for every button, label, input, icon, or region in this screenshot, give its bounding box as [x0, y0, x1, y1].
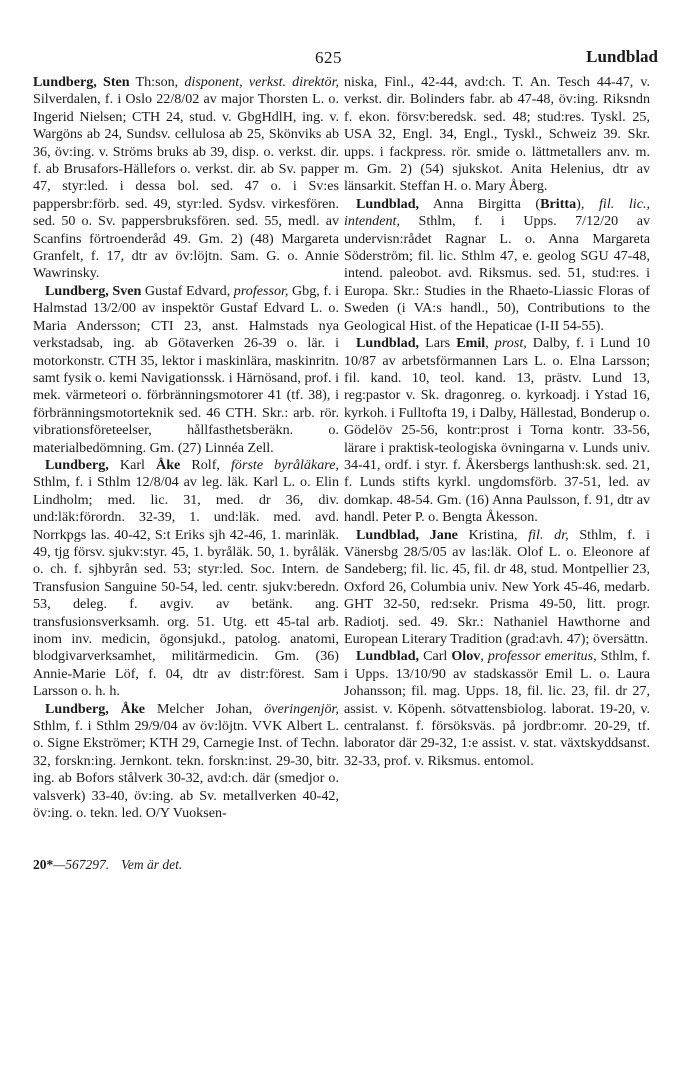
entry-name: Lundblad, Jane — [356, 526, 458, 543]
entry-body: Sthlm, f. i Upps. 7/12/20 av undervisn:rådet Ragnar L. o. Anna Margareta Söderström; fil. lic. Sthlm 47, e. geolog SGU 47-48, intend. paleobot. avd. Riksmus. sed. 51, stud:res. i Europa. Skr.: Studies in the Rhaeto-Liassic Floras of Sweden (i VA:s handl., 50), Contributions to the Geological Hist. of the Hepaticae (I-II 54-55). — [344, 213, 650, 334]
entry-name: Lundberg, — [45, 456, 109, 473]
entry-title: fil. dr, — [528, 526, 569, 543]
entry-lundberg-sten — [33, 74, 339, 283]
entry-body: Sthlm, f. i Upps. 13/10/90 av stadskassör Emil L. o. Laura Johansson; fil. mag. Upps. 18, fil. lic. 23, fil. dr 27, assist. v. Köpenh. sötvattensbiolog. laborat. 19-20, v. centralanst. f. försöksväs. på jordbr:omr. 20-29, tf. laborator där 29-32, 1:e assist. v. stat. växtskyddsanst. 32-33, prof. v. Riksmus. entomol. — [344, 648, 651, 769]
entry-called-name: Olov — [451, 648, 481, 665]
entry-lundberg-ake — [33, 701, 339, 823]
page-header — [0, 0, 696, 68]
running-head: Lundblad — [586, 47, 658, 66]
entry-lundblad-jane — [344, 527, 650, 649]
entry-title: överingenjör, — [264, 700, 339, 717]
entry-given-names: Kristina, — [457, 526, 529, 543]
entry-lundblad-olov — [344, 648, 650, 770]
entry-called-name: Åke — [156, 456, 181, 473]
entry-title: professor, — [233, 282, 289, 299]
entry-given-names-rest: ), — [576, 195, 599, 212]
entry-title: fil. lic., intendent, — [344, 195, 650, 230]
entry-title: prost, — [494, 335, 527, 352]
entry-name: Lundblad, — [356, 335, 420, 352]
entry-lundberg-karl-ake — [33, 457, 339, 701]
entry-given-names: Gustaf Edvard, — [141, 282, 234, 299]
entry-name: Lundberg, Sven — [45, 282, 142, 299]
entry-given-names-rest: Rolf, — [180, 456, 231, 473]
entry-continuation: niska, Finl., 42-44, avd:ch. T. An. Tesch 44-47, v. verkst. dir. Bolinders fabr. ab 47-48, öv:ing. Riksndn f. ekon. försv:beredsk. sed. 48; stud:res. Tyskl. 25, USA 32, Engl. 34, Engl., Tyskl., Schweiz 39. Skr. upps. i fackpress. rör. smide o. lättmetallers anv. m. m. Gm. 2) (54) sjukskot. Anita Helenius, dtr av länsarkit. Steffan H. o. Mary Åberg. — [344, 74, 650, 195]
entry-name: Lundblad, — [356, 195, 420, 212]
entry-body: Gbg, f. i Halmstad 13/2/00 av inspektör Gustaf Edvard L. o. Maria Andersson; CTI 23, anst. Halmstads nya verkstadsab, ing. ab Götaverken 26-39 o. lär. i motorkonstr. CTH 35, lektor i maskinlära, maskinritn. samt fysik o. kemi Navigationssk. i Härnösand, prof. i mek. värmeteori o. förbränningsmotorer 41 (tf. 38), i förbränningsmotorteknik sed. 46 CTH. Skr.: arb. rör. vibrationsföreteelser, hållfasthetsberäkn. o. materialbedömning. Gm. (27) Linnéa Zell. — [33, 282, 340, 456]
entry-given-names: Th:son, — [129, 74, 185, 90]
signature-code: —567297. — [53, 857, 110, 872]
entry-body: Sthlm, f. i Vänersbg 28/5/05 av las:läk. Olof L. o. Eleonore af Sandeberg; fil. lic. 45, fil. dr 48, stud. Montpellier 23, Oxford 26, Columbia univ. New York 45-46, medarb. GHT 32-50, red:sekr. Prisma 49-50, litt. progr. Radiotj. sed. 49. Skr.: Nathaniel Hawthorne and European Literary Tradition (grad:avh. 47); översättn. — [344, 526, 650, 647]
entry-lundblad-emil — [344, 335, 650, 526]
entry-given-names-rest: , — [480, 648, 488, 665]
page-number: 625 — [315, 48, 342, 67]
entry-given-names: Melcher Johan, — [145, 700, 265, 717]
entry-title: disponent, verkst. direktör, — [184, 74, 340, 90]
left-column — [33, 74, 339, 822]
entry-title: professor emeritus, — [487, 648, 597, 665]
entry-name: Lundblad, — [356, 648, 420, 665]
entry-name: Lundberg, Åke — [45, 700, 146, 717]
entry-body: Silverdalen, f. i Oslo 22/8/02 av major Thorsten L. o. Ingerid Nielsen; CTH 24, stud. v. GbgHdlH, ing. v. Wargöns ab 24, Sundsv. cellulosa ab 25, Skönviks ab 36, öv:ing. v. Ströms bruks ab 39, disp. o. verkst. dir. f. ab Brusafors-Hällefors o. verkst. dir. ab Sv. papper 47, styr:led. i dessa bol. sed. 47 o. i Sv:es pappersbr:förb. sed. 49, styr:led. Sydsv. virkesfören. sed. 50 o. Sv. pappersbruksfören. sed. 55, medl. av Scanfins förtroenderåd 49. Gm. 2) (48) Margareta Granfelt, f. 17, dtr av öv:löjtn. Sam. G. o. Annie Wawrinsky. — [33, 91, 339, 282]
entry-body: Sthlm, f. i Sthlm 29/9/04 av öv:löjtn. VVK Albert L. o. Signe Ekströmer; KTH 29, Carnegie Inst. of Techn. 32, forskn:ing. Jernkont. tekn. forskn:inst. 29-30, bitr. ing. ab Bofors stålverk 30-32, avd:ch. där (smedjor o. valsverk) 33-40, öv:ing. ab Sv. metallverken 40-42, öv:ing. o. tekn. led. O/Y Vuoksen- — [33, 718, 339, 822]
entry-body: Sthlm, f. i Sthlm 12/8/04 av leg. läk. Karl L. o. Elin Lindholm; med. lic. 31, med. dr 36, div. und:läk:förordn. 32-39, 1. und:läk. med. avd. Norrkpgs las. 40-42, S:t Eriks sjh 42-46, 1. marinläk. 49, tjg försv. sjukv:styr. 45, 1. byråläk. 50, 1. byråläk. o. ch. f. sjhbyrån sed. 53; styr:led. Soc. Intern. de Transfusion Sanguine 50-54, led. centr. sjukv:beredn. 53, deleg. f. avgiv. av betänk. ang. transfusionsverksamh. org. 51. Utg. ett 45-tal arb. inom inv. medicin, ögonsjukd., patolog. anatomi, blodgivarverksamhet, militärmedicin. Gm. (36) Annie-Marie Löf, f. 04, dtr av distr:förest. Sam Larsson o. h. h. — [33, 474, 339, 700]
entry-name: Lundberg, Sten — [33, 74, 130, 90]
entry-lundberg-sven — [33, 283, 339, 457]
publication-title: Vem är det. — [121, 857, 183, 872]
entry-title: förste byråläkare, — [231, 456, 340, 473]
entry-lundblad-britta — [344, 196, 650, 335]
entry-given-names-rest: , — [485, 335, 495, 352]
entry-body: Dalby, f. i Lund 10 10/87 av arbetsförmannen Lars L. o. Elna Larsson; fil. kand. 10, teol. kand. 13, prästv. Lund 13, reg:pastor v. Sk. dragonreg. o. kyrkoadj. i Ystad 16, kyrkoh. i Fulltofta 19, i Dalby, Hällestad, Bonderup o. Gödelöv 25-56, kontr:prost i Torna kontr. 33-56, lärare i praktisk-teologiska övningarna v. Lunds univ. 34-41, ordf. i styr. f. Åkersbergs lanthush:sk. sed. 21, f. Lunds stifts kyrkl. ungdomsförb. 37-51, led. av domkap. 48-54. Gm. (16) Anna Paulsson, f. 91, dtr av handl. Peter P. o. Bengta Åkesson. — [344, 335, 651, 526]
entry-called-name: Emil — [456, 335, 486, 352]
signature-number: 20* — [33, 857, 54, 872]
entry-given-names: Anna Birgitta ( — [419, 195, 541, 212]
entry-given-names: Carl — [419, 648, 452, 665]
entry-given-names: Lars — [419, 335, 457, 352]
entry-given-names: Karl — [108, 456, 157, 473]
page-footer — [33, 857, 182, 873]
right-column — [344, 74, 650, 770]
entry-called-name: Britta — [540, 195, 577, 212]
